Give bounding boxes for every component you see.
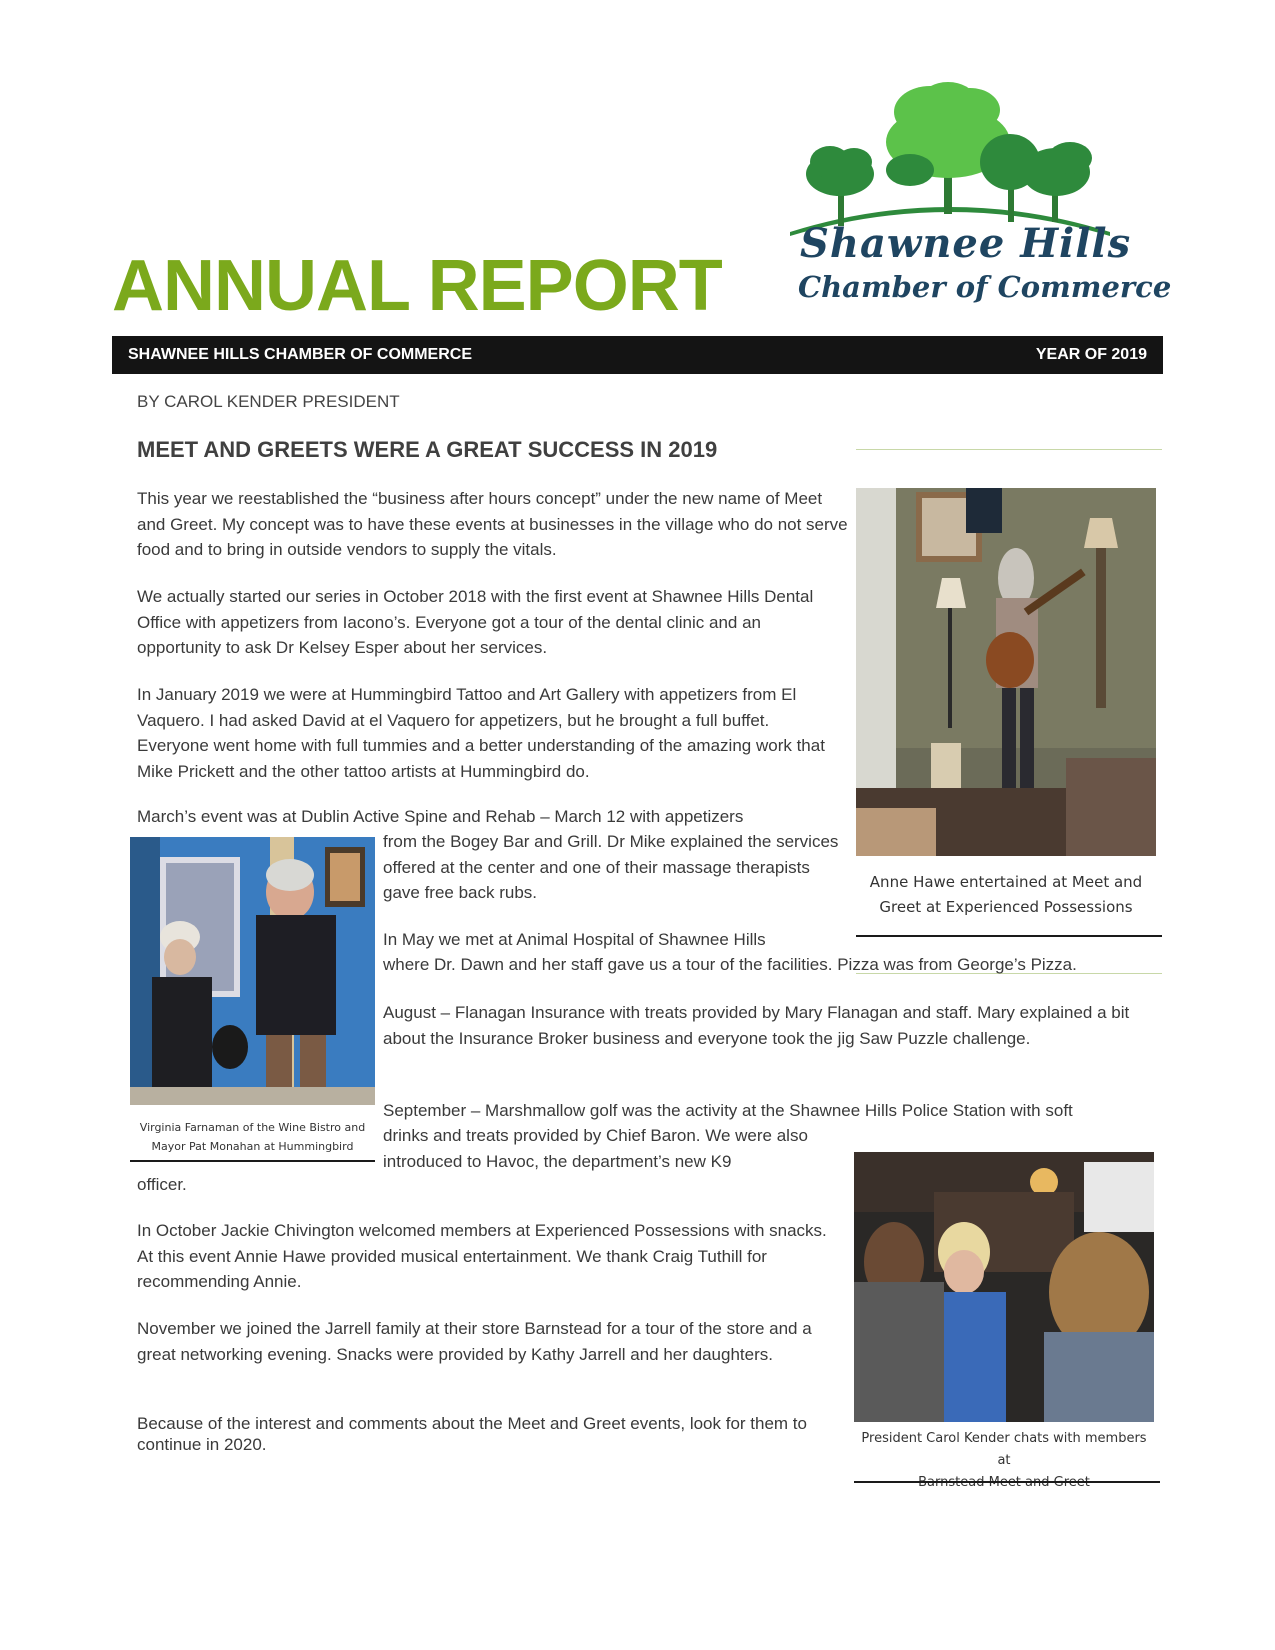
paragraph: Because of the interest and comments about the Meet and Greet events, look for them to continue in 2020. xyxy=(137,1414,807,1454)
paragraph: officer. xyxy=(137,1175,187,1194)
paragraph: In May we met at Animal Hospital of Shawnee Hills xyxy=(383,930,766,949)
guitar-performer-photo-icon xyxy=(856,488,1156,856)
photo-caption xyxy=(854,1428,1154,1494)
caption-rule xyxy=(854,1481,1160,1483)
caption-line: Virginia Farnaman of the Wine Bistro and xyxy=(139,1121,366,1134)
caption-line: Anne Hawe entertained at Meet and xyxy=(869,873,1143,891)
paragraph: where Dr. Dawn and her staff gave us a tour of the facilities. Pizza was from George’s Pizza. xyxy=(383,955,1077,974)
caption-line xyxy=(854,1472,1154,1494)
group-chat-photo-icon xyxy=(854,1152,1154,1422)
report-title: ANNUAL REPORT xyxy=(112,246,722,326)
logo-line-2: Chamber of Commerce xyxy=(798,270,1172,304)
paragraph: March’s event was at Dublin Active Spine and Rehab – March 12 with appetizers xyxy=(137,807,744,826)
article-headline: MEET AND GREETS WERE A GREAT SUCCESS IN 2019 xyxy=(137,437,718,462)
paragraph: In October Jackie Chivington welcomed members at Experienced Possessions with snacks. At this event Annie Hawe provided musical entertainment. We thank Craig Tuthill for recommending Annie. xyxy=(137,1221,827,1291)
caption-rule xyxy=(856,935,1162,937)
paragraph: This year we reestablished the “business after hours concept” under the new name of Meet and Greet. My concept was to have these events at businesses in the village who do not serve food and to bring in outside vendors to supply the vitals. xyxy=(137,489,848,559)
photo-caption xyxy=(130,1118,375,1156)
paragraph: In January 2019 we were at Hummingbird Tattoo and Art Gallery with appetizers from El Vaquero. I had asked David at el Vaquero for appetizers, but he brought a full buffet. Everyone went home with full tummies and a better understanding of the amazing work that Mike Prickett and the other tattoo artists at Hummingbird do. xyxy=(137,685,825,781)
header-banner xyxy=(112,336,1163,374)
divider xyxy=(856,449,1162,450)
paragraph: September – Marshmallow golf was the activity at the Shawnee Hills Police Station with soft xyxy=(383,1101,1073,1120)
byline: BY CAROL KENDER PRESIDENT xyxy=(137,392,400,411)
caption-line: Mayor Pat Monahan at Hummingbird xyxy=(151,1140,354,1153)
caption-line: President Carol Kender chats with members at xyxy=(861,1431,1147,1468)
photo-caption xyxy=(856,870,1156,920)
paragraph: drinks and treats provided by Chief Baron. We were also introduced to Havoc, the department’s new K9 xyxy=(383,1126,808,1171)
paragraph: from the Bogey Bar and Grill. Dr Mike explained the services offered at the center and one of their massage therapists gave free back rubs. xyxy=(383,832,839,902)
logo-line-1: Shawnee Hills xyxy=(800,220,1132,267)
paragraph: November we joined the Jarrell family at their store Barnstead for a tour of the store and a great networking evening. Snacks were provided by Kathy Jarrell and her daughters. xyxy=(137,1319,812,1364)
caption-rule xyxy=(130,1160,375,1162)
two-men-photo-icon xyxy=(130,837,375,1105)
banner-year: YEAR OF 2019 xyxy=(1035,346,1147,363)
caption-line: Greet at Experienced Possessions xyxy=(879,898,1133,916)
paragraph: We actually started our series in October 2018 with the first event at Shawnee Hills Dental Office with appetizers from Iacono’s. Everyone got a tour of the dental clinic and an opportunity to ask Dr Kelsey Esper about her services. xyxy=(137,587,814,657)
banner-org-name: SHAWNEE HILLS CHAMBER OF COMMERCE xyxy=(128,346,472,363)
paragraph: August – Flanagan Insurance with treats provided by Mary Flanagan and staff. Mary explained a bit about the Insurance Broker business and everyone took the jig Saw Puzzle challenge. xyxy=(383,1003,1130,1048)
